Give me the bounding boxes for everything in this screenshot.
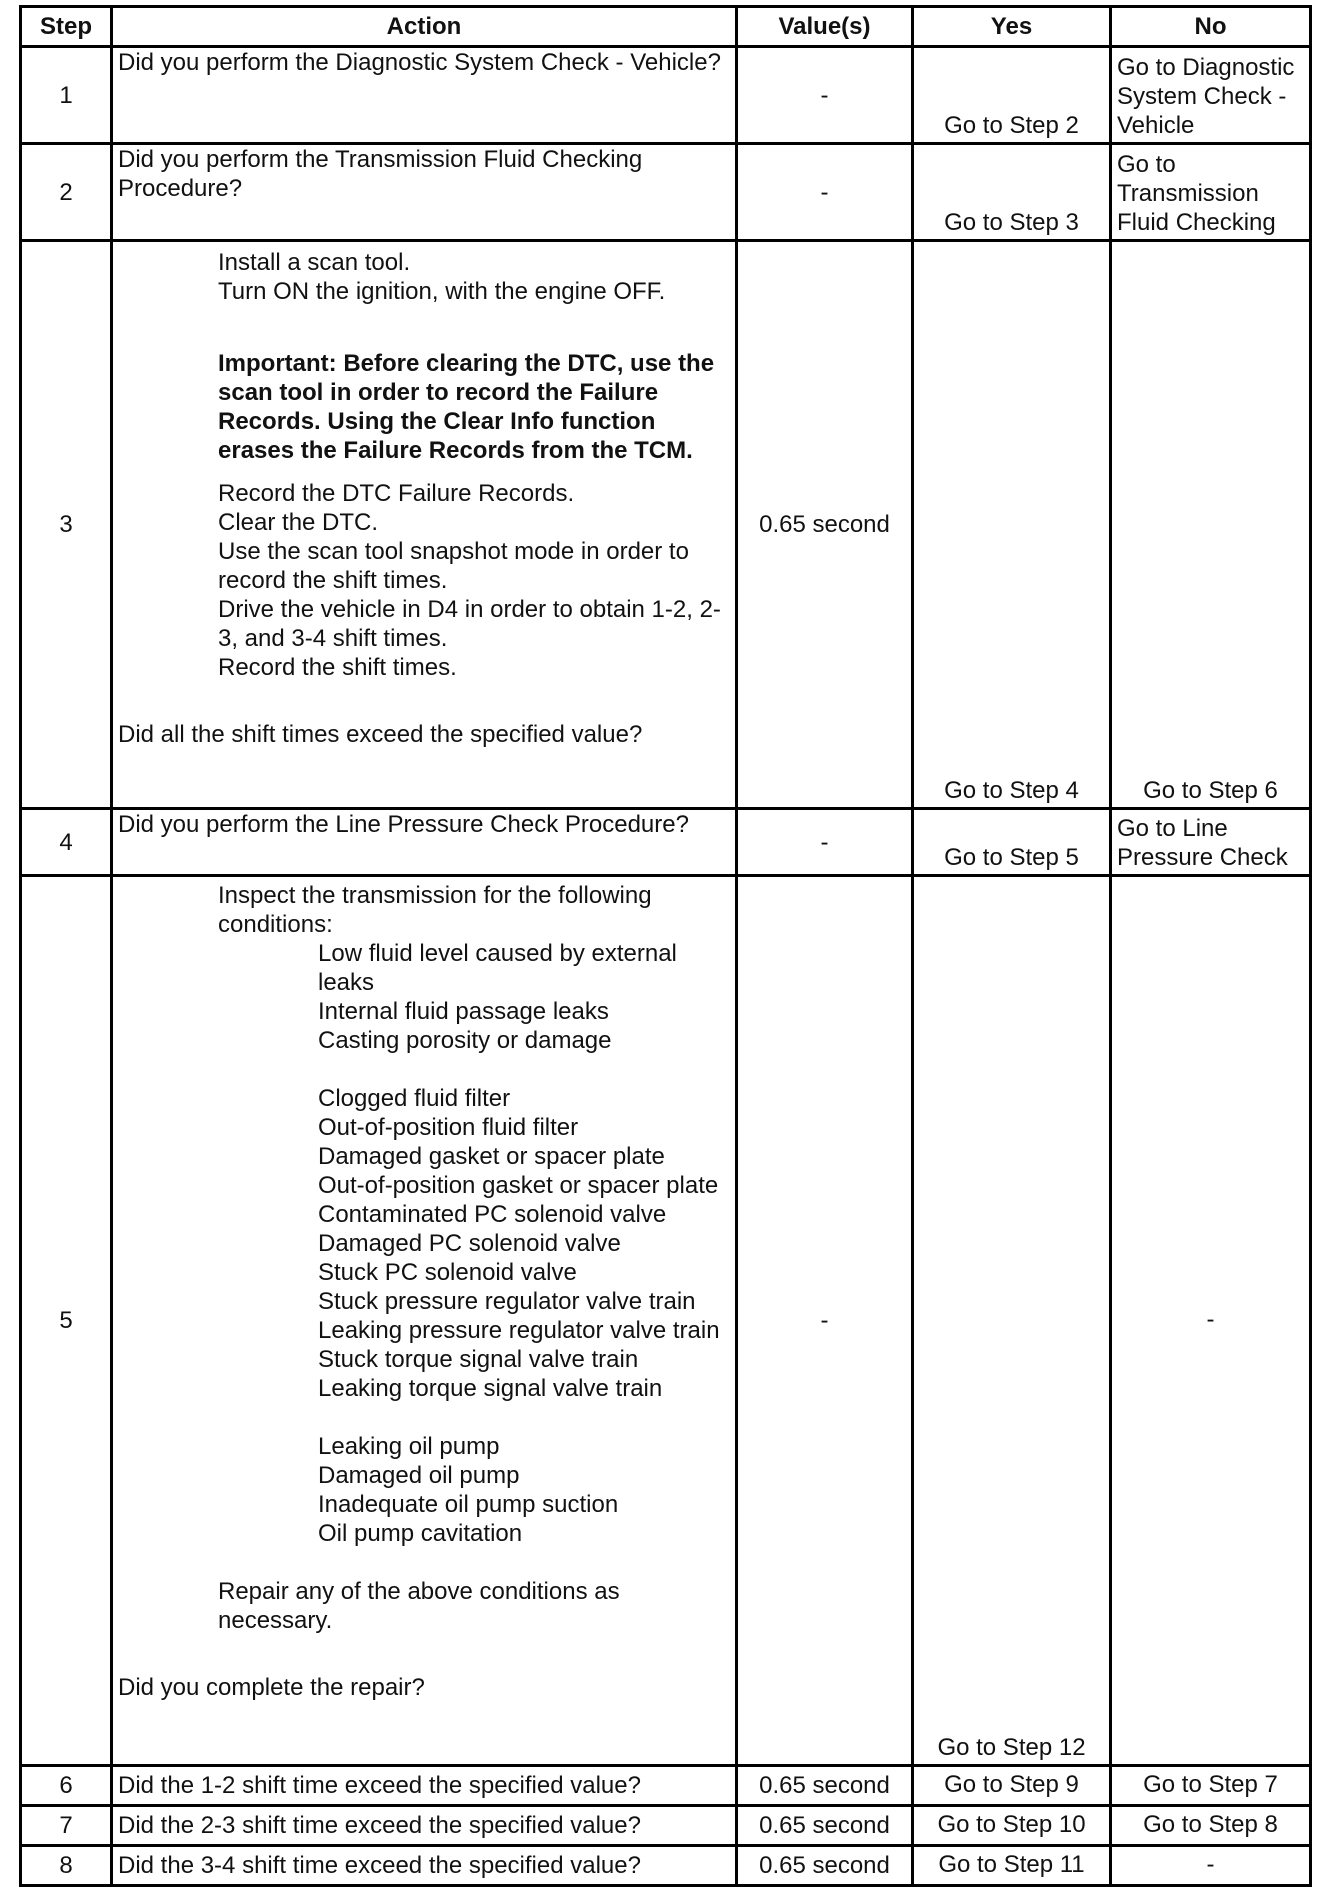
condition-item: Contaminated PC solenoid valve — [318, 1201, 667, 1228]
condition-item: Stuck pressure regulator valve train — [318, 1288, 696, 1315]
yes-cell: Go to Step 11 — [913, 1846, 1111, 1886]
step-number: 3 — [21, 241, 112, 809]
step-number: 1 — [21, 47, 112, 144]
table-row-step-1 — [21, 47, 1311, 144]
action-cell: Did the 2-3 shift time exceed the specified value? — [112, 1806, 737, 1846]
condition-item: Inadequate oil pump suction — [318, 1491, 619, 1518]
condition-item: Internal fluid passage leaks — [318, 998, 609, 1025]
table-row-step-6 — [21, 1766, 1311, 1806]
table-row-step-2 — [21, 144, 1311, 241]
action-line: Record the shift times. — [218, 654, 457, 681]
action-cell — [112, 876, 737, 1766]
yes-cell: Go to Step 10 — [913, 1806, 1111, 1846]
action-cell: Did you perform the Line Pressure Check Procedure? — [112, 809, 737, 876]
action-cell: Did the 1-2 shift time exceed the specified value? — [112, 1766, 737, 1806]
action-line: Repair any of the above conditions as necessary. — [218, 1578, 627, 1634]
value-cell: - — [737, 144, 913, 241]
header-values: Value(s) — [737, 7, 913, 47]
condition-item: Stuck torque signal valve train — [318, 1346, 639, 1373]
step-number: 4 — [21, 809, 112, 876]
value-cell: 0.65 second — [737, 1766, 913, 1806]
condition-item: Clogged fluid filter — [318, 1085, 511, 1112]
condition-item: Casting porosity or damage — [318, 1027, 612, 1054]
no-cell: Go to Step 7 — [1111, 1766, 1311, 1806]
no-cell: - — [1111, 1846, 1311, 1886]
condition-item: Low fluid level caused by external leaks — [318, 940, 684, 996]
action-line: Inspect the transmission for the following conditions: — [218, 882, 659, 938]
no-cell: Go to Step 6 — [1111, 241, 1311, 809]
header-yes: Yes — [913, 7, 1111, 47]
condition-item: Leaking pressure regulator valve train — [318, 1317, 720, 1344]
action-line: Record the DTC Failure Records. — [218, 480, 575, 507]
no-cell — [1111, 809, 1311, 876]
yes-cell: Go to Step 4 — [913, 241, 1111, 809]
action-line: Drive the vehicle in D4 in order to obtain 1-2, 2-3, and 3-4 shift times. — [218, 596, 721, 652]
yes-cell: Go to Step 2 — [913, 47, 1111, 144]
action-line: Install a scan tool. — [218, 249, 411, 276]
value-cell: 0.65 second — [737, 241, 913, 809]
value-cell: - — [737, 47, 913, 144]
header-step: Step — [21, 7, 112, 47]
header-action: Action — [112, 7, 737, 47]
value-cell: - — [737, 876, 913, 1766]
yes-cell: Go to Step 12 — [913, 876, 1111, 1766]
yes-cell: Go to Step 3 — [913, 144, 1111, 241]
no-cell: Go to Transmission Fluid Checking — [1111, 144, 1311, 241]
table-row-step-7 — [21, 1806, 1311, 1846]
action-cell — [112, 241, 737, 809]
action-line: Clear the DTC. — [218, 509, 379, 536]
value-cell: 0.65 second — [737, 1846, 913, 1886]
yes-cell: Go to Step 9 — [913, 1766, 1111, 1806]
step-number: 2 — [21, 144, 112, 241]
no-prefix: Go to — [1117, 815, 1183, 842]
header-row — [21, 7, 1311, 47]
action-cell: Did you perform the Diagnostic System Check - Vehicle? — [112, 47, 737, 144]
condition-item: Leaking torque signal valve train — [318, 1375, 663, 1402]
table-row-step-5 — [21, 876, 1311, 1766]
step-number: 7 — [21, 1806, 112, 1846]
no-rest: Pressure Check — [1117, 844, 1288, 871]
step-number: 6 — [21, 1766, 112, 1806]
action-question: Did all the shift times exceed the specified value? — [118, 721, 643, 748]
table-row-step-3 — [21, 241, 1311, 809]
condition-item: Damaged PC solenoid valve — [318, 1230, 621, 1257]
no-cell: Go to Step 8 — [1111, 1806, 1311, 1846]
table-row-step-8 — [21, 1846, 1311, 1886]
value-cell: 0.65 second — [737, 1806, 913, 1846]
condition-item: Damaged gasket or spacer plate — [318, 1143, 665, 1170]
value-cell: - — [737, 809, 913, 876]
condition-item: Damaged oil pump — [318, 1462, 520, 1489]
step-number: 5 — [21, 876, 112, 1766]
condition-item: Out-of-position fluid filter — [318, 1114, 579, 1141]
action-cell: Did you perform the Transmission Fluid Checking Procedure? — [112, 144, 737, 241]
condition-item: Out-of-position gasket or spacer plate — [318, 1172, 719, 1199]
header-no: No — [1111, 7, 1311, 47]
line-pressure-link[interactable]: Line — [1182, 815, 1228, 842]
step-number: 8 — [21, 1846, 112, 1886]
condition-item: Leaking oil pump — [318, 1433, 500, 1460]
no-cell: - — [1111, 876, 1311, 1766]
no-cell: Go to Diagnostic System Check - Vehicle — [1111, 47, 1311, 144]
condition-item: Oil pump cavitation — [318, 1520, 523, 1547]
action-line: Use the scan tool snapshot mode in order to record the shift times. — [218, 538, 696, 594]
yes-cell: Go to Step 5 — [913, 809, 1111, 876]
action-cell: Did the 3-4 shift time exceed the specified value? — [112, 1846, 737, 1886]
diagnostic-table — [19, 5, 1312, 1887]
action-question: Did you complete the repair? — [118, 1674, 425, 1701]
condition-item: Stuck PC solenoid valve — [318, 1259, 577, 1286]
table-row-step-4 — [21, 809, 1311, 876]
action-line: Turn ON the ignition, with the engine OFF. — [218, 278, 666, 305]
important-note: Important: Before clearing the DTC, use the scan tool in order to record the Failure Records. Using the Clear Info function erases the Failure Records from the TCM. — [218, 350, 721, 464]
